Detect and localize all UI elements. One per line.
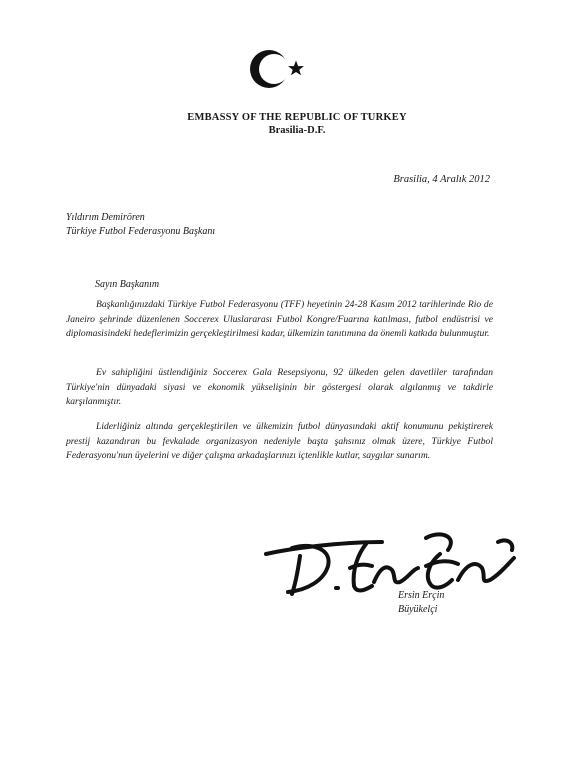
crescent-star-icon	[244, 44, 314, 94]
signer-title: Büyükelçi	[398, 604, 438, 615]
embassy-city: Brasilia-D.F.	[268, 125, 326, 136]
body-paragraph: Başkanlığınızdaki Türkiye Futbol Federasyonu (TFF) heyetinin 24-28 Kasım 2012 tarihlerinde Rio de Janeiro şehrinde düzenlenen Soccerex Uluslararası Futbol Kongre/Fuarına katılması, futbol endüstrisi ve diplomasisindeki hedeflerimizin gerçekleştirilmesi kadar, ülkemizin tanıtımına da önemli katkıda bulunmuştur.	[66, 299, 493, 339]
letter-date: Brasilia, 4 Aralık 2012	[393, 174, 490, 185]
signer-name: Ersin Erçin	[398, 590, 445, 601]
handwritten-signature	[262, 520, 524, 606]
salutation: Sayın Başkanım	[95, 279, 160, 290]
embassy-name: EMBASSY OF THE REPUBLIC OF TURKEY	[187, 112, 407, 123]
body-paragraph: Liderliğiniz altında gerçekleştirilen ve ülkemizin futbol dünyasındaki aktif konumunu pekiştirerek prestij kazandıran bu fevkalade organizasyon nedeniyle başta şahsınız olmak üzere, Türkiye Futbol Federasyonu'nun üyelerini ve diğer çalışma arkadaşlarınızı içtenlikle kutlar, saygılar sunarım.	[66, 421, 493, 461]
body-paragraph: Ev sahipliğini üstlendiğiniz Soccerex Gala Resepsiyonu, 92 ülkeden gelen davetliler tarafından Türkiye'nin dünyadaki siyasi ve ekonomik yükselişinin bir göstergesi olarak algılanmış ve takdirle karşılanmıştır.	[66, 367, 493, 407]
recipient-title: Türkiye Futbol Federasyonu Başkanı	[66, 226, 216, 237]
recipient-name: Yıldırım Demirören	[66, 212, 145, 223]
